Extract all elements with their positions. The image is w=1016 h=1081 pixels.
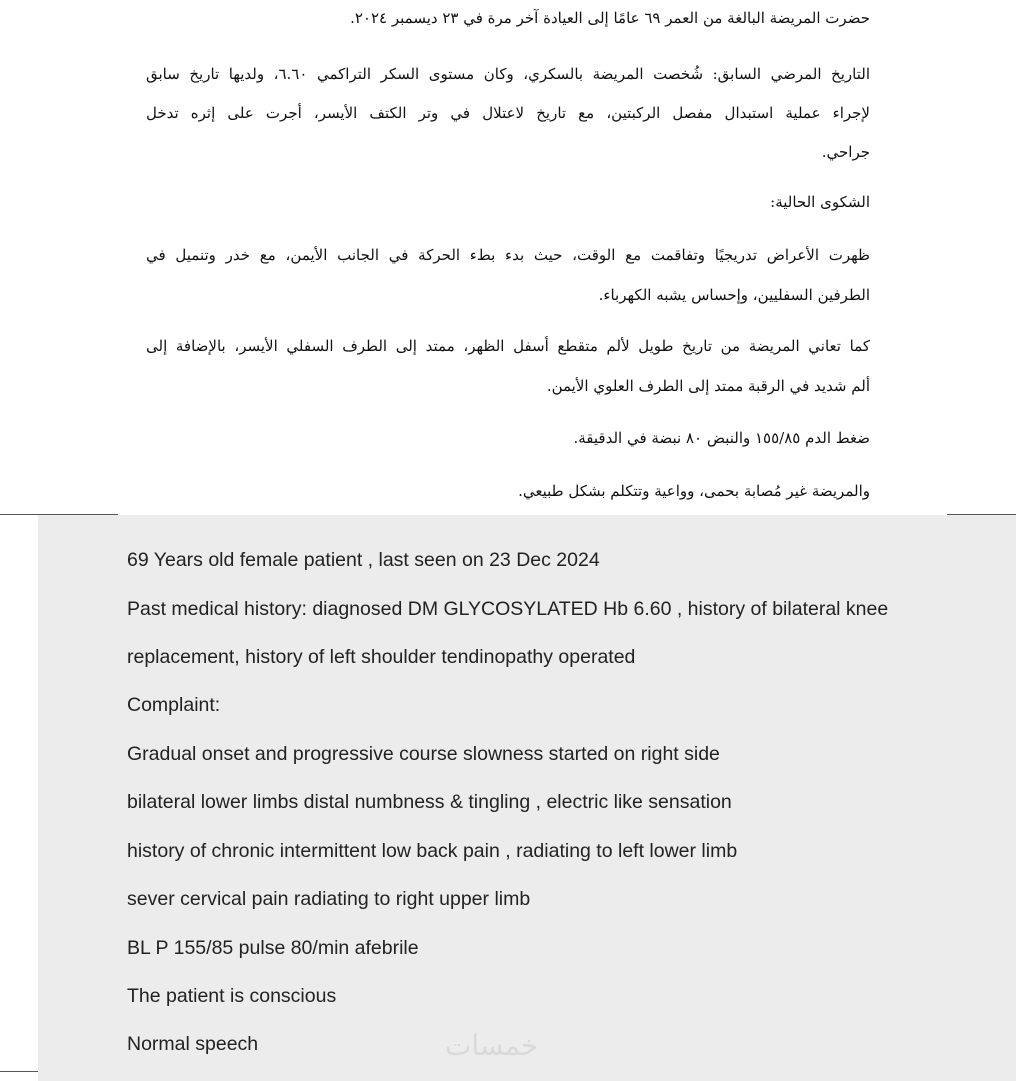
english-line-1: 69 Years old female patient , last seen on 23 Dec 2024 xyxy=(127,549,600,571)
arabic-section xyxy=(0,0,1016,515)
arabic-line-9: ألم شديد في الرقبة ممتد إلى الطرف العلوي الأيمن. xyxy=(546,377,870,395)
watermark-logo: خمسات xyxy=(445,1029,539,1062)
english-line-10: The patient is conscious xyxy=(127,985,337,1007)
divider-bottom-left xyxy=(0,1071,38,1072)
arabic-line-10: ضغط الدم ١٥٥/٨٥ والنبض ٨٠ نبضة في الدقيقة. xyxy=(573,429,870,447)
arabic-line-8: كما تعاني المريضة من تاريخ طويل لألم متقطع أسفل الظهر، ممتد إلى الطرف السفلي الأيسر، بالإضافة إلى xyxy=(146,337,870,355)
arabic-line-6: ظهرت الأعراض تدريجيًا وتفاقمت مع الوقت، حيث بدء بطء الحركة في الجانب الأيمن، مع خدر وتنميل في xyxy=(146,246,870,264)
arabic-line-4: جراحي. xyxy=(821,143,870,161)
english-line-8: sever cervical pain radiating to right upper limb xyxy=(127,888,531,910)
english-line-7: history of chronic intermittent low back pain , radiating to left lower limb xyxy=(127,840,738,862)
english-line-11: Normal speech xyxy=(127,1033,259,1055)
arabic-line-1: حضرت المريضة البالغة من العمر ٦٩ عامًا إلى العيادة آخر مرة في ٢٣ ديسمبر ٢٠٢٤. xyxy=(350,9,870,27)
arabic-line-11: والمريضة غير مُصابة بحمى، وواعية وتتكلم بشكل طبيعي. xyxy=(518,482,870,500)
arabic-line-2: التاريخ المرضي السابق: شُخصت المريضة بالسكري، وكان مستوى السكر التراكمي ٦.٦٠، ولديها تاريخ سابق xyxy=(146,65,870,83)
english-line-3: replacement, history of left shoulder tendinopathy operated xyxy=(127,646,636,668)
english-line-6: bilateral lower limbs distal numbness & tingling , electric like sensation xyxy=(127,791,732,813)
english-line-5: Gradual onset and progressive course slowness started on right side xyxy=(127,743,720,765)
arabic-line-7: الطرفين السفليين، وإحساس يشبه الكهرباء. xyxy=(598,286,870,304)
english-line-2: Past medical history: diagnosed DM GLYCOSYLATED Hb 6.60 , history of bilateral knee xyxy=(127,598,889,620)
arabic-line-5: الشكوى الحالية: xyxy=(770,193,870,211)
english-line-9: BL P 155/85 pulse 80/min afebrile xyxy=(127,937,419,959)
english-line-4: Complaint: xyxy=(127,694,221,716)
arabic-line-3: لإجراء عملية استبدال مفصل الركبتين، مع تاريخ لاعتلال في وتر الكتف الأيسر، أجرت على إثره تدخل xyxy=(146,104,870,122)
english-section xyxy=(38,515,1016,1081)
